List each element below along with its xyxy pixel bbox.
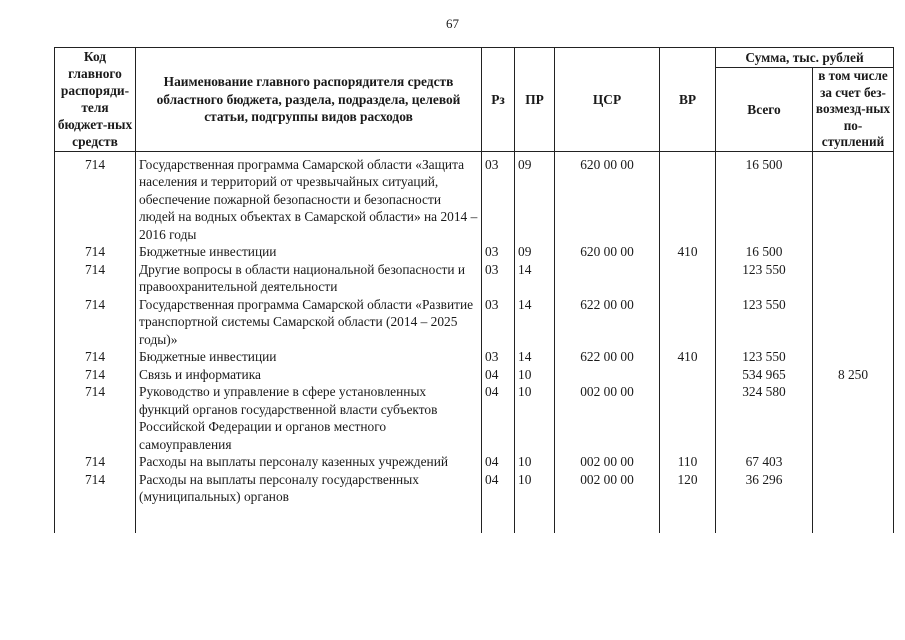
cell-total: 123 550 — [716, 261, 813, 296]
budget-table — [54, 47, 894, 533]
header-total: Всего — [716, 68, 813, 152]
cell-rz: 04 — [482, 471, 515, 533]
cell-total: 324 580 — [716, 383, 813, 453]
cell-code: 714 — [55, 296, 136, 349]
cell-vr — [660, 383, 716, 453]
table-body — [55, 151, 894, 533]
header-gratuitous: в том числе за счет без-возмезд-ных по-ступлений — [813, 68, 894, 152]
header-sum: Сумма, тыс. рублей — [716, 48, 894, 68]
cell-pr: 09 — [515, 243, 555, 261]
cell-gratuitous — [813, 348, 894, 366]
table-row — [55, 151, 894, 243]
cell-rz: 03 — [482, 243, 515, 261]
cell-gratuitous: 8 250 — [813, 366, 894, 384]
cell-total: 16 500 — [716, 243, 813, 261]
cell-pr: 10 — [515, 471, 555, 533]
cell-pr: 14 — [515, 261, 555, 296]
cell-gratuitous — [813, 453, 894, 471]
cell-rz: 03 — [482, 261, 515, 296]
page-number: 67 — [446, 16, 459, 31]
cell-vr: 110 — [660, 453, 716, 471]
cell-rz: 03 — [482, 296, 515, 349]
cell-pr: 10 — [515, 366, 555, 384]
cell-code: 714 — [55, 471, 136, 533]
cell-total: 16 500 — [716, 151, 813, 243]
table-row — [55, 453, 894, 471]
cell-name: Государственная программа Самарской области «Защита населения и территорий от чрезвычайных ситуаций, обеспечение пожарной безопасности и безопасности людей на водных объектах в Самарской области» на 2014 – 2016 годы — [136, 151, 482, 243]
cell-total: 534 965 — [716, 366, 813, 384]
cell-vr: 120 — [660, 471, 716, 533]
cell-csr: 002 00 00 — [555, 471, 660, 533]
cell-total: 123 550 — [716, 296, 813, 349]
cell-csr: 622 00 00 — [555, 348, 660, 366]
cell-csr: 620 00 00 — [555, 151, 660, 243]
cell-total: 36 296 — [716, 471, 813, 533]
cell-name: Бюджетные инвестиции — [136, 348, 482, 366]
header-rz: Рз — [482, 48, 515, 152]
cell-csr: 002 00 00 — [555, 453, 660, 471]
cell-vr — [660, 261, 716, 296]
table-row — [55, 348, 894, 366]
cell-code: 714 — [55, 151, 136, 243]
cell-csr: 620 00 00 — [555, 243, 660, 261]
cell-code: 714 — [55, 383, 136, 453]
cell-gratuitous — [813, 296, 894, 349]
table-row — [55, 366, 894, 384]
cell-name: Расходы на выплаты персоналу казенных учреждений — [136, 453, 482, 471]
cell-vr: 410 — [660, 348, 716, 366]
cell-gratuitous — [813, 243, 894, 261]
cell-code: 714 — [55, 348, 136, 366]
cell-code: 714 — [55, 261, 136, 296]
cell-gratuitous — [813, 471, 894, 533]
cell-pr: 14 — [515, 348, 555, 366]
table-row — [55, 243, 894, 261]
cell-name: Руководство и управление в сфере установленных функций органов государственной власти субъектов Российской Федерации и органов местного самоуправления — [136, 383, 482, 453]
cell-vr — [660, 296, 716, 349]
cell-name: Связь и информатика — [136, 366, 482, 384]
table-header — [55, 48, 894, 152]
table-row — [55, 261, 894, 296]
cell-rz: 04 — [482, 366, 515, 384]
cell-csr — [555, 366, 660, 384]
table-row — [55, 296, 894, 349]
header-code: Код главного распоряди-теля бюджет-ных средств — [55, 48, 136, 152]
cell-vr — [660, 151, 716, 243]
cell-pr: 09 — [515, 151, 555, 243]
cell-name: Расходы на выплаты персоналу государственных (муниципальных) органов — [136, 471, 482, 533]
header-pr: ПР — [515, 48, 555, 152]
cell-total: 123 550 — [716, 348, 813, 366]
table-row — [55, 383, 894, 453]
cell-rz: 03 — [482, 151, 515, 243]
cell-vr — [660, 366, 716, 384]
cell-rz: 04 — [482, 383, 515, 453]
cell-name: Другие вопросы в области национальной безопасности и правоохранительной деятельности — [136, 261, 482, 296]
cell-gratuitous — [813, 261, 894, 296]
cell-name: Государственная программа Самарской области «Развитие транспортной системы Самарской области (2014 – 2025 годы)» — [136, 296, 482, 349]
cell-pr: 10 — [515, 453, 555, 471]
header-vr: ВР — [660, 48, 716, 152]
cell-csr — [555, 261, 660, 296]
cell-pr: 10 — [515, 383, 555, 453]
cell-gratuitous — [813, 383, 894, 453]
cell-csr: 622 00 00 — [555, 296, 660, 349]
cell-gratuitous — [813, 151, 894, 243]
cell-csr: 002 00 00 — [555, 383, 660, 453]
cell-code: 714 — [55, 366, 136, 384]
cell-code: 714 — [55, 453, 136, 471]
cell-total: 67 403 — [716, 453, 813, 471]
cell-code: 714 — [55, 243, 136, 261]
cell-pr: 14 — [515, 296, 555, 349]
header-name: Наименование главного распорядителя средств областного бюджета, раздела, подраздела, целевой статьи, подгруппы видов расходов — [136, 48, 482, 152]
cell-rz: 04 — [482, 453, 515, 471]
cell-name: Бюджетные инвестиции — [136, 243, 482, 261]
table-row — [55, 471, 894, 533]
cell-vr: 410 — [660, 243, 716, 261]
cell-rz: 03 — [482, 348, 515, 366]
header-csr: ЦСР — [555, 48, 660, 152]
